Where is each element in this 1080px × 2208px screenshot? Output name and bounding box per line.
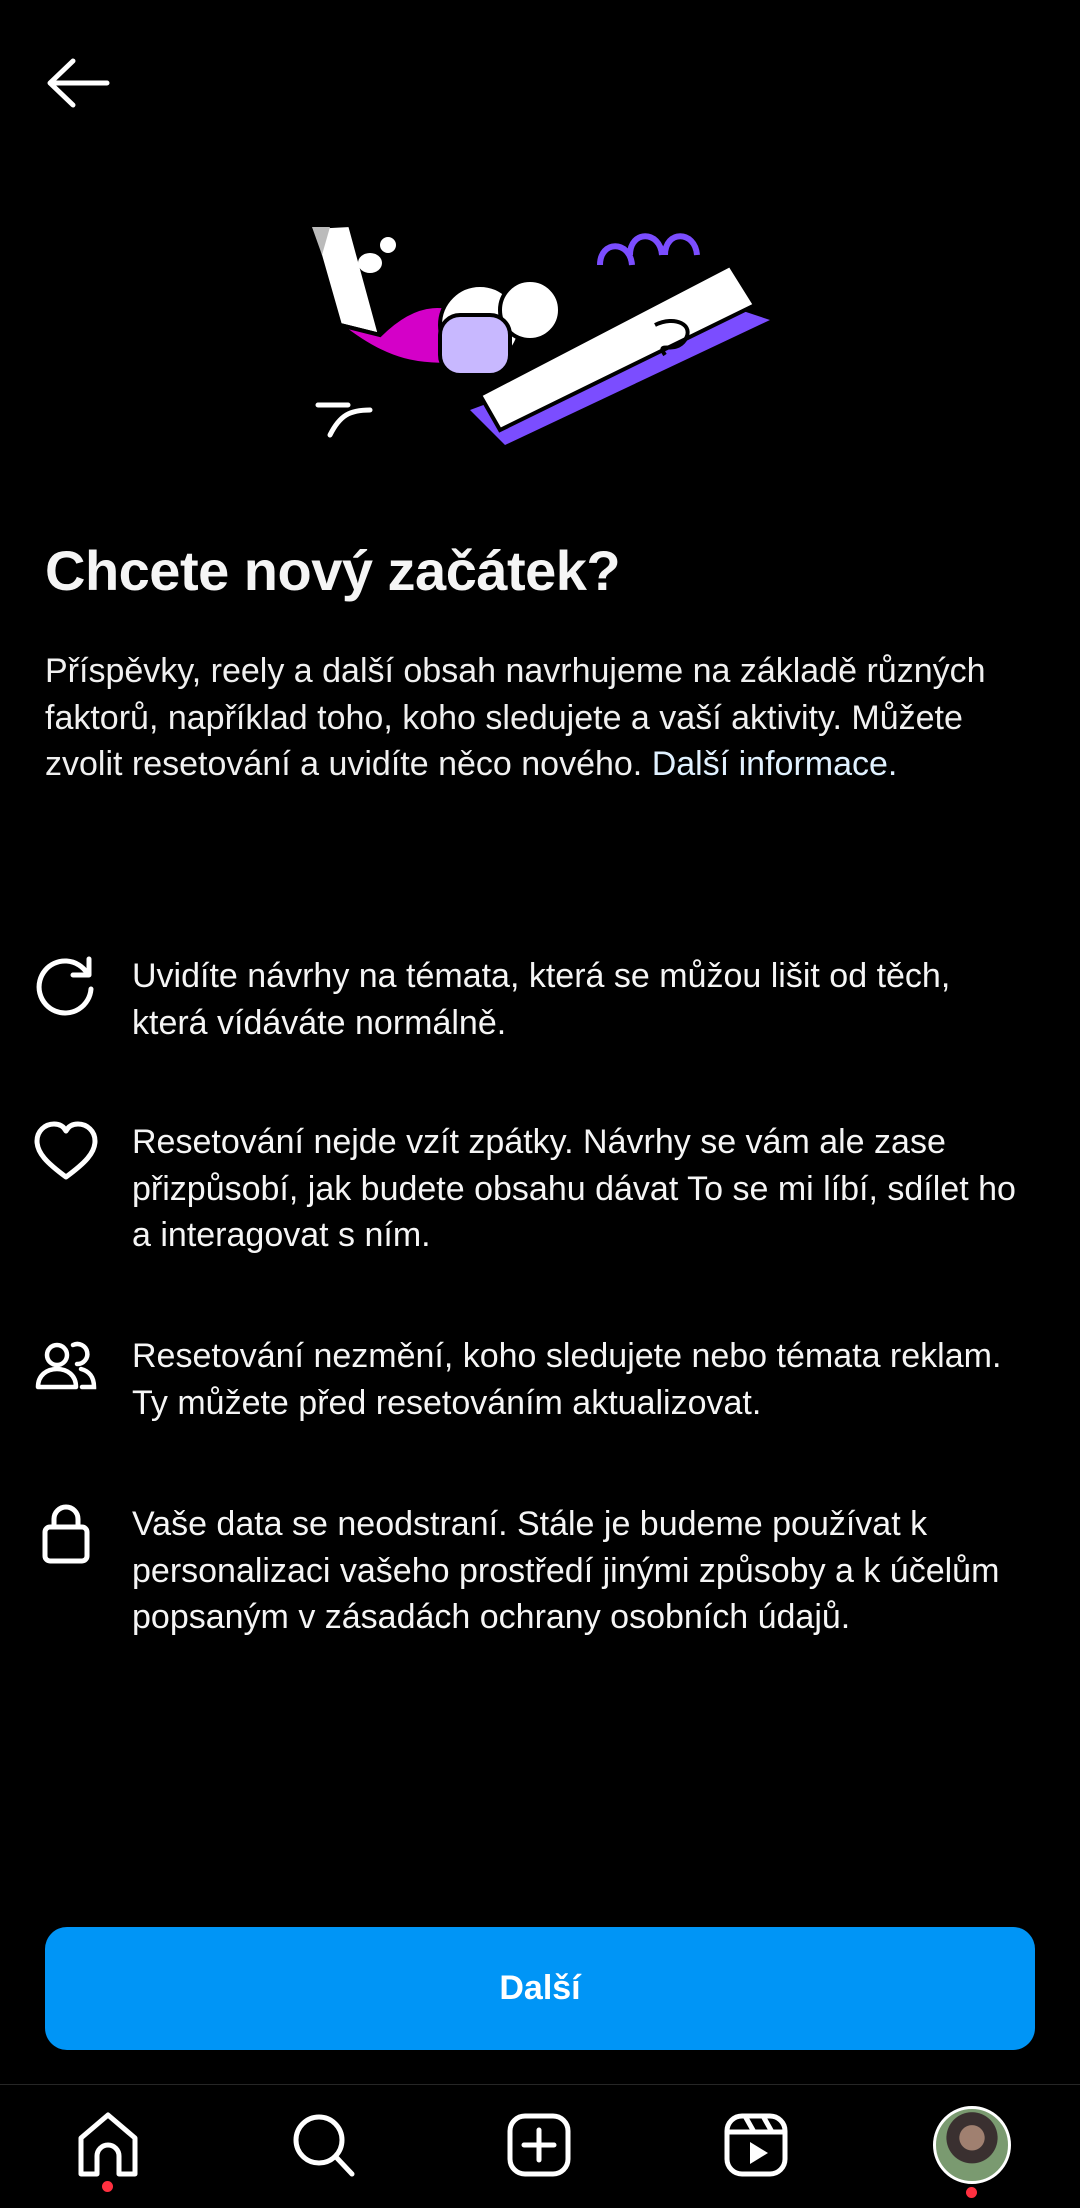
heart-icon	[33, 1119, 99, 1185]
learn-more-link[interactable]: Další informace.	[651, 745, 898, 783]
page-title: Chcete nový začátek?	[45, 539, 621, 602]
nav-search[interactable]	[284, 2105, 364, 2185]
next-button[interactable]: Další	[45, 1927, 1035, 2050]
nav-reels[interactable]	[716, 2105, 796, 2185]
nav-create[interactable]	[499, 2105, 579, 2185]
description	[45, 648, 1035, 788]
search-icon	[291, 2112, 357, 2178]
info-text: Resetování nezmění, koho sledujete nebo témata reklam. Ty můžete před resetováním aktualizovat.	[132, 1337, 1002, 1422]
nav-profile[interactable]	[932, 2105, 1012, 2185]
home-icon	[75, 2112, 141, 2178]
info-item-suggestions	[30, 953, 1050, 1046]
info-item-irreversible	[30, 1119, 1050, 1259]
info-text: Vaše data se neodstraní. Stále je budeme používat k personalizaci vašeho prostředí jinými způsoby a k účelům popsaným v zásadách ochrany osobních údajů.	[132, 1505, 1000, 1636]
info-item-following	[30, 1333, 1050, 1426]
arrow-left-icon	[45, 58, 111, 108]
profile-avatar	[933, 2106, 1011, 2184]
nav-home[interactable]	[68, 2105, 148, 2185]
nav-divider	[0, 2084, 1080, 2085]
people-icon	[33, 1333, 99, 1399]
description-text: Příspěvky, reely a další obsah navrhujeme na základě různých faktorů, například toho, koho sledujete a vaší aktivity. Můžete zvolit resetování a uvidíte něco nového.	[45, 652, 986, 783]
notification-dot	[102, 2181, 113, 2192]
info-text: Uvidíte návrhy na témata, která se můžou lišit od těch, která vídáváte normálně.	[132, 957, 951, 1042]
lock-icon	[33, 1501, 99, 1567]
reels-icon	[723, 2112, 789, 2178]
back-button[interactable]	[40, 50, 116, 116]
notification-dot	[966, 2187, 977, 2198]
fresh-start-illustration	[300, 215, 780, 475]
info-item-data	[30, 1501, 1050, 1641]
info-text: Resetování nejde vzít zpátky. Návrhy se vám ale zase přizpůsobí, jak budete obsahu dávat To se mi líbí, sdílet ho a interagovat s ním.	[132, 1123, 1016, 1254]
create-icon	[506, 2112, 572, 2178]
refresh-icon	[33, 953, 99, 1019]
